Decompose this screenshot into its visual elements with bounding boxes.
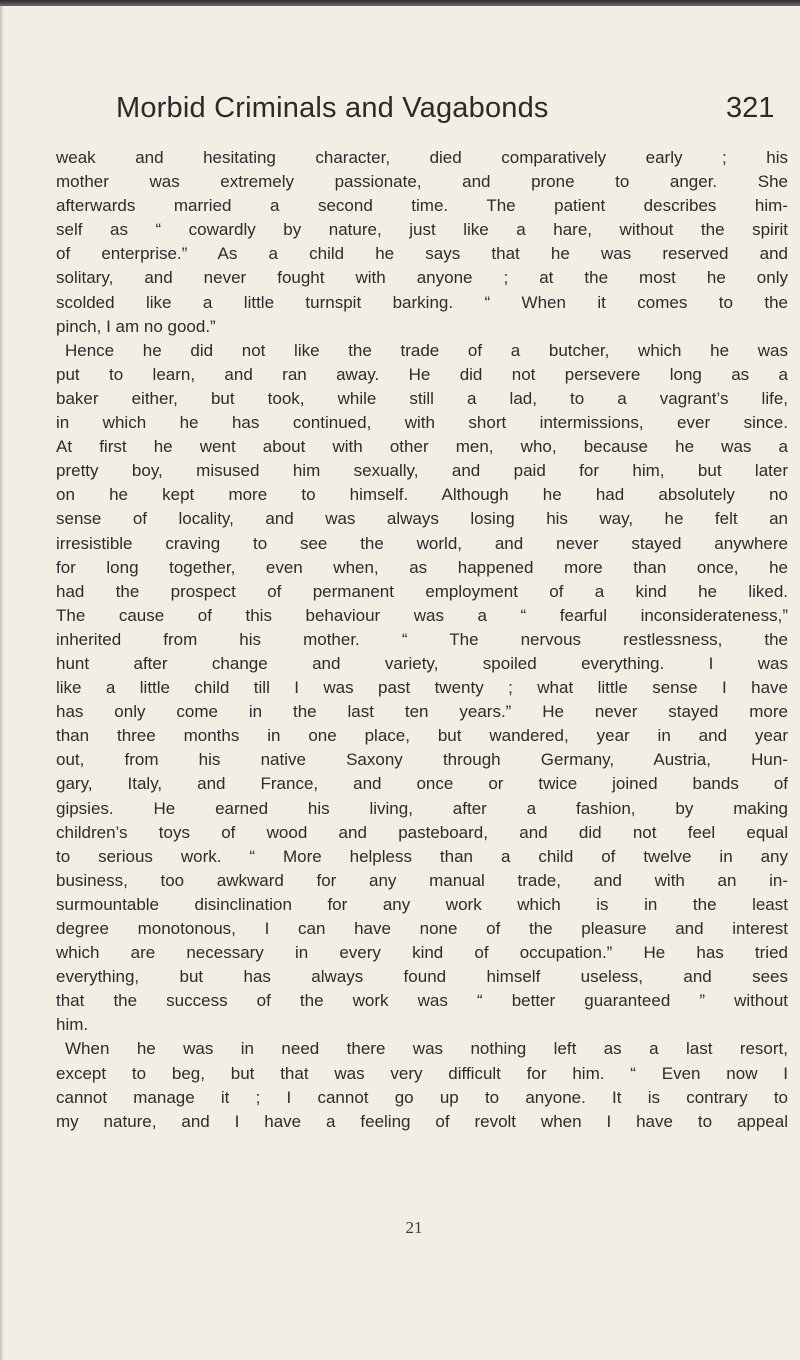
text-line: The cause of this behaviour was a “ fearful inconsiderateness,”	[56, 605, 788, 625]
text-line: business, too awkward for any manual trade, and with an in-	[56, 870, 788, 890]
text-line: self as “ cowardly by nature, just like a hare, without the spirit	[56, 220, 788, 240]
text-line: surmountable disinclination for any work which is in the least	[56, 894, 788, 914]
signature-number: 21	[405, 1218, 423, 1237]
text-line: him.	[56, 1015, 89, 1035]
text-line: gary, Italy, and France, and once or twice joined bands of	[56, 774, 788, 794]
text-line: like a little child till I was past twenty ; what little sense I have	[56, 678, 788, 698]
text-line: on he kept more to himself. Although he had absolutely no	[56, 485, 788, 505]
text-line: of enterprise.” As a child he says that he was reserved and	[56, 244, 788, 264]
text-line: except to beg, but that was very difficult for him. “ Even now I	[56, 1063, 788, 1083]
text-line: pinch, I am no good.”	[56, 316, 216, 336]
text-line: weak and hesitating character, died comparatively early ; his	[56, 148, 788, 167]
text-line: scolded like a little turnspit barking. “ When it comes to the	[56, 292, 788, 312]
text-line: degree monotonous, I can have none of the pleasure and interest	[56, 919, 788, 938]
text-line: baker either, but took, while still a lad, to a vagrant’s life,	[56, 388, 788, 408]
text-line: in which he has continued, with short intermissions, ever since.	[56, 413, 788, 433]
body-text	[56, 146, 788, 1134]
signature-mark	[0, 1218, 800, 1238]
text-line: sense of locality, and was always losing his way, he felt an	[56, 509, 788, 529]
text-line: out, from his native Saxony through Germany, Austria, Hun-	[56, 750, 788, 770]
text-line: everything, but has always found himself useless, and sees	[56, 967, 788, 987]
page-number: 321	[726, 92, 775, 124]
running-title: Morbid Criminals and Vagabonds	[116, 92, 549, 124]
text-line: When he was in need there was nothing left as a last resort,	[65, 1039, 788, 1059]
text-line: At first he went about with other men, who, because he was a	[56, 437, 788, 457]
text-line: pretty boy, misused him sexually, and paid for him, but later	[56, 461, 788, 481]
text-line: my nature, and I have a feeling of revolt when I have to appeal	[56, 1111, 788, 1131]
text-line: inherited from his mother. “ The nervous restlessness, the	[56, 629, 788, 649]
text-line: mother was extremely passionate, and prone to anger. She	[56, 172, 788, 192]
text-line: which are necessary in every kind of occupation.” He has tried	[56, 943, 788, 963]
text-line: irresistible craving to see the world, and never stayed anywhere	[56, 533, 788, 553]
text-line: solitary, and never fought with anyone ; at the most he only	[56, 268, 788, 288]
text-line: had the prospect of permanent employment of a kind he liked.	[56, 581, 788, 601]
text-line: to serious work. “ More helpless than a child of twelve in any	[56, 846, 788, 866]
running-header	[0, 92, 800, 136]
text-line: gipsies. He earned his living, after a fashion, by making	[56, 798, 788, 818]
scan-top-edge	[0, 0, 800, 6]
text-line: hunt after change and variety, spoiled everything. I was	[56, 653, 788, 673]
text-line: children’s toys of wood and pasteboard, and did not feel equal	[56, 822, 788, 842]
text-line: for long together, even when, as happened more than once, he	[56, 557, 788, 577]
text-line: afterwards married a second time. The patient describes him-	[56, 196, 788, 216]
text-line: has only come in the last ten years.” He never stayed more	[56, 702, 788, 722]
text-line: than three months in one place, but wandered, year in and year	[56, 726, 788, 746]
text-line: put to learn, and ran away. He did not persevere long as a	[56, 364, 788, 384]
text-line: Hence he did not like the trade of a butcher, which he was	[65, 340, 788, 360]
text-line: cannot manage it ; I cannot go up to anyone. It is contrary to	[56, 1087, 788, 1107]
page-gutter-shadow	[0, 6, 4, 1360]
text-line: that the success of the work was “ better guaranteed ” without	[56, 991, 788, 1011]
